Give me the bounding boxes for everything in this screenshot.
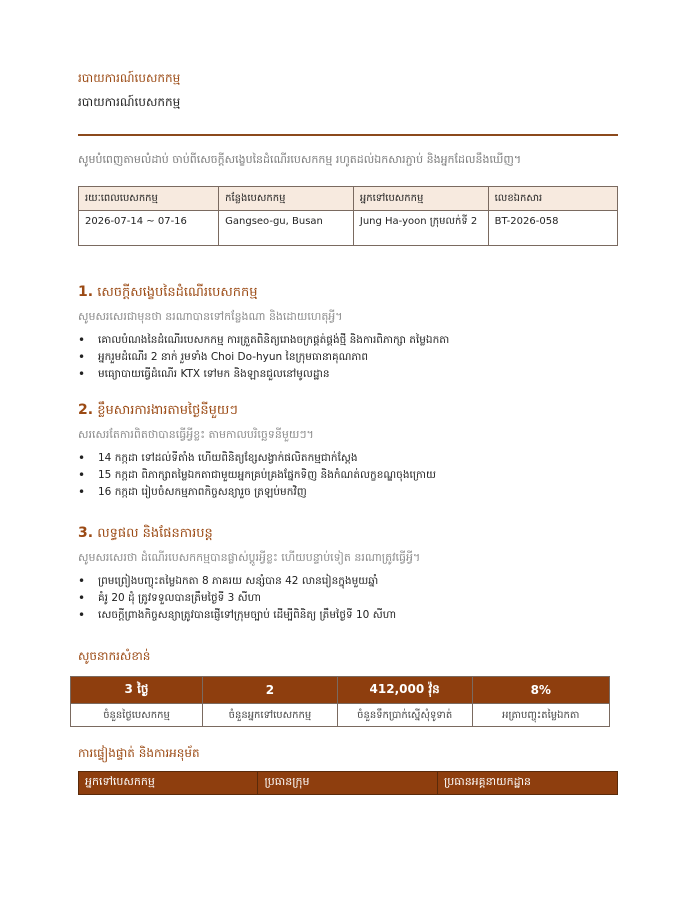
table-header-row: [79, 187, 618, 211]
cell-trip-location: Gangseo-gu, Busan: [219, 211, 354, 246]
list-item: • ព្រមព្រៀងបញ្ចុះតម្លៃឯកតា 8 ភាគរយ សន្សំបាន 42 លានរៀនក្នុងមួយឆ្នាំ: [98, 573, 618, 590]
kpi-value-travelers: 2: [203, 677, 338, 704]
approval-table: [78, 771, 618, 795]
section-heading: [78, 401, 618, 419]
approval-director: ប្រធានអគ្គនាយកដ្ឋាន: [437, 772, 617, 795]
section-list: [78, 332, 618, 383]
kpi-label-discount-rate: អត្រាបញ្ចុះតម្លៃឯកតា: [472, 704, 609, 727]
section-title: លទ្ធផល និងផែនការបន្ត: [97, 526, 213, 541]
document-title: របាយការណ៍បេសកកម្ម: [78, 95, 181, 109]
list-item: • មធ្យោបាយធ្វើដំណើរ KTX ទៅមក និងឡានជួលនៅមូលដ្ឋាន: [98, 366, 618, 383]
kpi-value-reimbursement: 412,000 វ៉ុន: [337, 677, 472, 704]
cell-document-number: BT-2026-058: [488, 211, 617, 246]
section-title: ខ្លឹមសារការងារតាមថ្ងៃនីមួយៗ: [97, 403, 238, 418]
kpi-label-reimbursement: ចំនួនទឹកប្រាក់ស្នើសុំទូទាត់: [337, 704, 472, 727]
trip-info-table: [78, 186, 618, 246]
header-document-number: លេខឯកសារ: [488, 187, 617, 211]
list-item: • 16 កក្កដា រៀបចំសកម្មភាពកិច្ចសន្យារួច ត្រឡប់មកវិញ: [98, 484, 618, 501]
section-trip-summary: [78, 283, 618, 383]
section-number: 3.: [78, 525, 94, 541]
list-item: • គោលបំណងនៃដំណើរបេសកកម្ម ការត្រួតពិនិត្យរោងចក្រផ្គត់ផ្គង់ថ្មី និងការពិភាក្សា តម្លៃឯកតា: [98, 332, 618, 349]
title-divider: [78, 134, 618, 136]
list-item: • សេចក្ដីព្រាងកិច្ចសន្យាត្រូវបានផ្ញើទៅក្រុមច្បាប់ ដើម្បីពិនិត្យ ត្រឹមថ្ងៃទី 10 សីហា: [98, 607, 618, 624]
kpi-labels-row: [71, 704, 610, 727]
kpi-label-travelers: ចំនួនអ្នកទៅបេសកកម្ម: [203, 704, 338, 727]
table-row: [79, 211, 618, 246]
section-heading: [78, 524, 618, 542]
kpi-value-discount-rate: 8%: [472, 677, 609, 704]
section-list: [78, 450, 618, 501]
cell-trip-period: 2026-07-14 ~ 07-16: [79, 211, 219, 246]
section-number: 2.: [78, 402, 94, 418]
kpi-table: [70, 676, 610, 727]
kpi-heading: សូចនាករសំខាន់: [78, 649, 151, 663]
approval-team-leader: ប្រធានក្រុម: [258, 772, 437, 795]
section-list: [78, 573, 618, 624]
header-trip-location: កន្លែងបេសកកម្ម: [219, 187, 354, 211]
document-category: របាយការណ៍បេសកកម្ម: [78, 71, 181, 85]
list-item: • គំរូ 20 ដុំ ត្រូវទទួលបានត្រឹមថ្ងៃទី 3 សីហា: [98, 590, 618, 607]
header-trip-period: រយៈពេលបេសកកម្ម: [79, 187, 219, 211]
header-traveler: អ្នកទៅបេសកកម្ម: [353, 187, 488, 211]
kpi-values-row: [71, 677, 610, 704]
approval-heading: ការផ្ទៀងផ្ទាត់ និងការអនុម័ត: [78, 746, 200, 760]
section-lead: សរសេរតែការពិតថាបានធ្វើអ្វីខ្លះ តាមកាលបរិច្ឆេទនីមួយៗ។: [78, 428, 314, 441]
section-lead: សូមសរសេរជាមុនថា នរណាបានទៅកន្លែងណា និងដោយហេតុអ្វី។: [78, 310, 343, 323]
list-item: • អ្នករួមដំណើរ 2 នាក់ រួមទាំង Choi Do-hyun នៃក្រុមធានាគុណភាព: [98, 349, 618, 366]
list-item: • 15 កក្កដា ពិភាក្សាតម្លៃឯកតាជាមួយអ្នកគ្រប់គ្រងផ្នែកទិញ និងកំណត់លក្ខខណ្ឌចុងក្រោយ: [98, 467, 618, 484]
kpi-label-trip-days: ចំនួនថ្ងៃបេសកកម្ម: [71, 704, 203, 727]
approval-traveler: អ្នកទៅបេសកកម្ម: [79, 772, 258, 795]
section-daily-work: [78, 401, 618, 501]
kpi-value-trip-days: 3 ថ្ងៃ: [71, 677, 203, 704]
section-results-plan: [78, 524, 618, 624]
instructions-text: សូមបំពេញតាមលំដាប់ ចាប់ពីសេចក្ដីសង្ខេបនៃដំណើរបេសកកម្ម រហូតដល់ឯកសារភ្ជាប់ និងអ្នកដែលនឹងឃើញ។: [78, 153, 522, 166]
section-lead: សូមសរសេរថា ដំណើរបេសកកម្មបានផ្លាស់ប្ដូរអ្វីខ្លះ ហើយបន្ទាប់ទៀត នរណាត្រូវធ្វើអ្វី។: [78, 551, 421, 564]
cell-traveler: Jung Ha-yoon ក្រុមលក់ទី 2: [353, 211, 488, 246]
section-heading: [78, 283, 618, 301]
list-item: • 14 កក្កដា ទៅដល់ទីតាំង ហើយពិនិត្យខ្សែសង្វាក់ផលិតកម្មជាក់ស្តែង: [98, 450, 618, 467]
approval-header-row: [79, 772, 618, 795]
section-title: សេចក្ដីសង្ខេបនៃដំណើរបេសកកម្ម: [97, 285, 258, 300]
section-number: 1.: [78, 284, 94, 300]
